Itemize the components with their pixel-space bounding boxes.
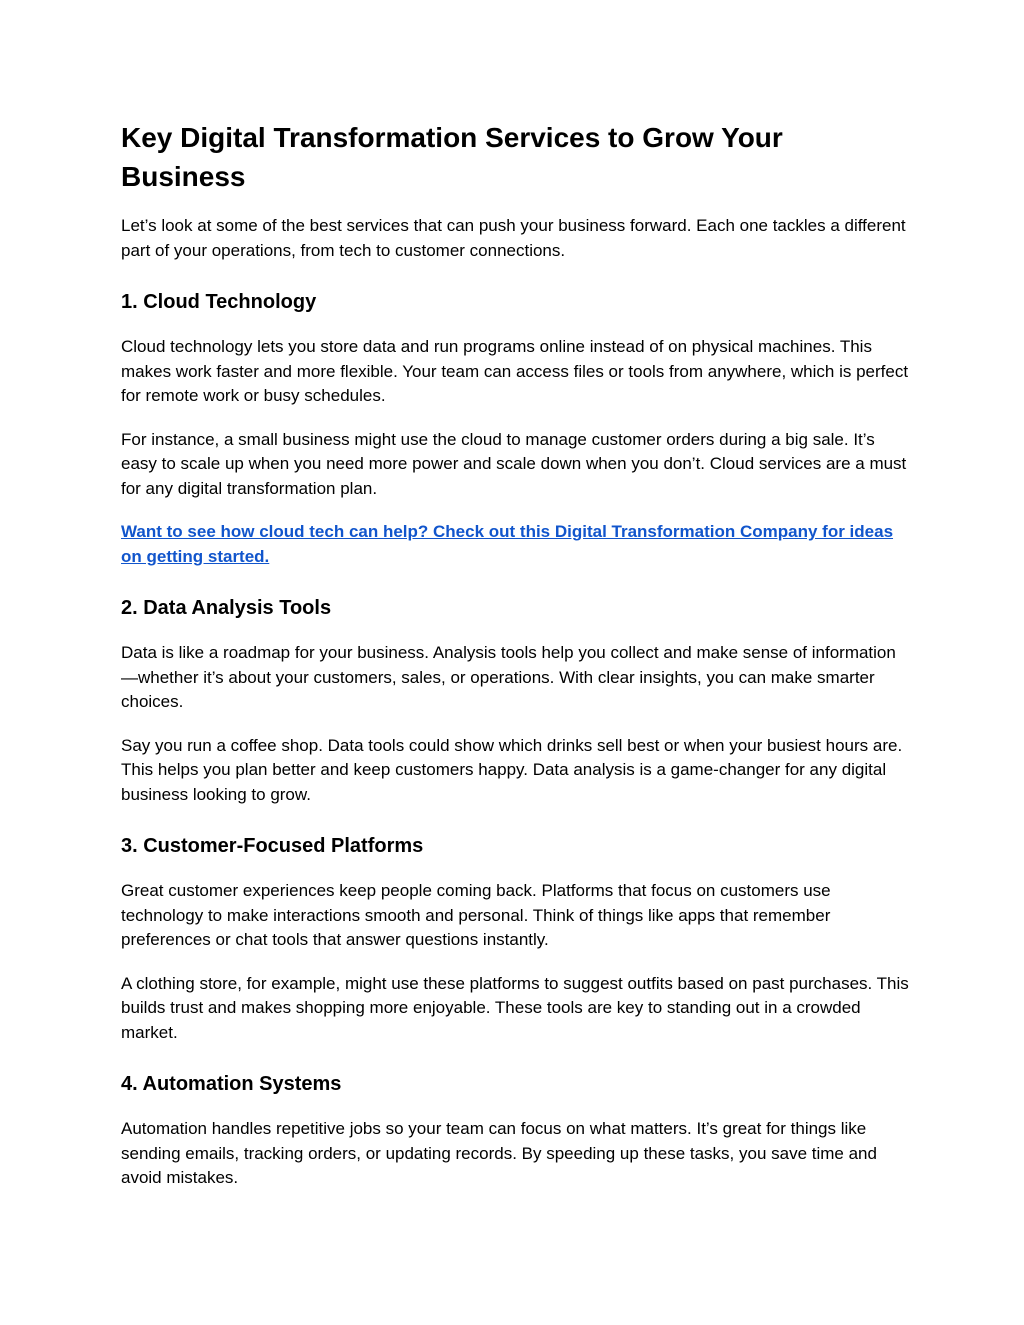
digital-transformation-company-link[interactable]: Want to see how cloud tech can help? Check out this Digital Transformation Company for ideas on getting started.	[121, 522, 894, 566]
cta-paragraph	[121, 520, 911, 569]
section-heading-cloud-technology: 1. Cloud Technology	[121, 291, 317, 313]
section-heading-automation-systems: 4. Automation Systems	[121, 1073, 342, 1095]
document-page	[121, 118, 911, 1210]
section-paragraph: Automation handles repetitive jobs so your team can focus on what matters. It’s great for things like sending emails, tracking orders, or updating records. By speeding up these tasks, you save time and avoid mistakes.	[121, 1119, 877, 1187]
document-title: Key Digital Transformation Services to Grow Your Business	[121, 122, 783, 192]
section-paragraph: A clothing store, for example, might use these platforms to suggest outfits based on past purchases. This builds trust and makes shopping more enjoyable. These tools are key to standing out in a crowded market.	[121, 973, 909, 1042]
section-paragraph: Say you run a coffee shop. Data tools could show which drinks sell best or when your busiest hours are. This helps you plan better and keep customers happy. Data analysis is a game-changer for any digital business looking to grow.	[121, 735, 903, 804]
intro-paragraph: Let’s look at some of the best services that can push your business forward. Each one tackles a different part of your operations, from tech to customer connections.	[121, 216, 906, 260]
section-paragraph: For instance, a small business might use the cloud to manage customer orders during a big sale. It’s easy to scale up when you need more power and scale down when you don’t. Cloud services are a must for any digital transformation plan.	[121, 429, 907, 498]
section-heading-data-analysis-tools: 2. Data Analysis Tools	[121, 597, 332, 619]
section-paragraph: Great customer experiences keep people coming back. Platforms that focus on customers use technology to make interactions smooth and personal. Think of things like apps that remember preferences or chat tools that answer questions instantly.	[121, 881, 831, 949]
section-paragraph: Data is like a roadmap for your business. Analysis tools help you collect and make sense of information—whether it’s about your customers, sales, or operations. With clear insights, you can make smarter choices.	[121, 643, 896, 711]
section-heading-customer-focused-platforms: 3. Customer-Focused Platforms	[121, 835, 424, 857]
section-paragraph: Cloud technology lets you store data and run programs online instead of on physical machines. This makes work faster and more flexible. Your team can access files or tools from anywhere, which is perfect for remote work or busy schedules.	[121, 337, 909, 405]
